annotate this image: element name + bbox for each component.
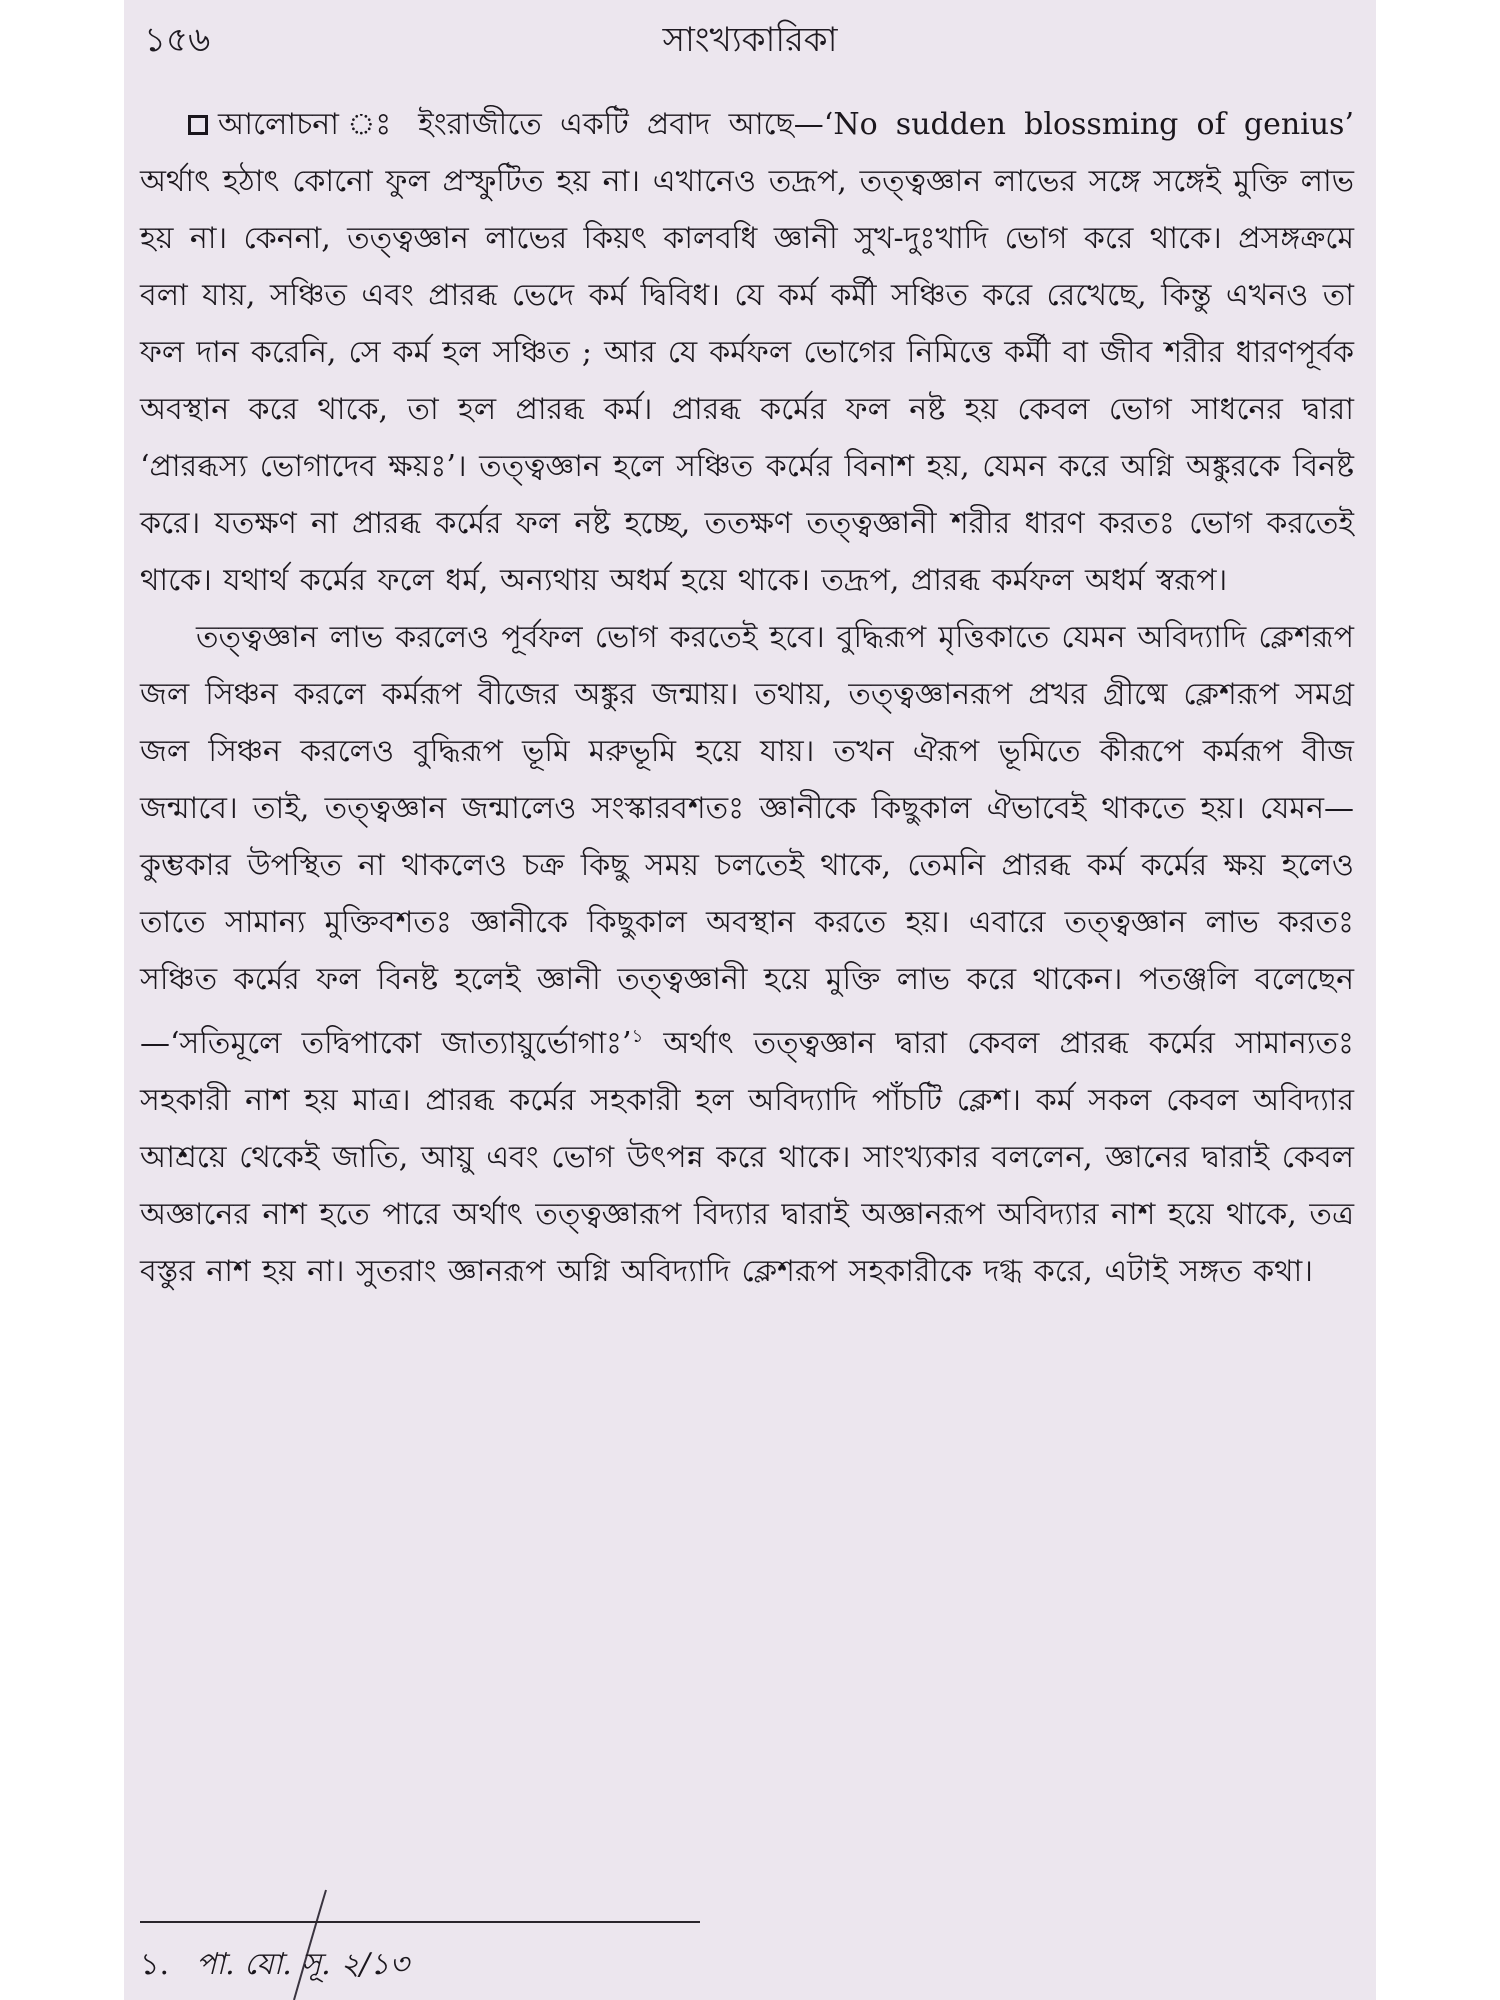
paragraph-1-text: ইংরাজীতে একটি প্রবাদ আছে—‘No sudden blossming of genius’ অর্থাৎ হঠাৎ কোনো ফুল প্রস্ফুটিত হয় না। এখানেও তদ্রূপ, তত্ত্বজ্ঞান লাভের সঙ্গে সঙ্গেই মুক্তি লাভ হয় না। কেননা, তত্ত্বজ্ঞান লাভের কিয়ৎ কালবধি জ্ঞানী সুখ-দুঃখাদি ভোগ করে থাকে। প্রসঙ্গক্রমে বলা যায়, সঞ্চিত এবং প্রারব্ধ ভেদে কর্ম দ্বিবিধ। যে কর্ম কর্মী সঞ্চিত করে রেখেছে, কিন্তু এখনও তা ফল দান করেনি, সে কর্ম হল সঞ্চিত ; আর যে কর্মফল ভোগের নিমিত্তে কর্মী বা জীব শরীর ধারণপূর্বক অবস্থান করে থাকে, তা হল প্রারব্ধ কর্ম। প্রারব্ধ কর্মের ফল নষ্ট হয় কেবল ভোগ সাধনের দ্বারা ‘প্রারব্ধস্য ভোগাদেব ক্ষয়ঃ’। তত্ত্বজ্ঞান হলে সঞ্চিত কর্মের বিনাশ হয়, যেমন করে অগ্নি অঙ্কুরকে বিনষ্ট করে। যতক্ষণ না প্রারব্ধ কর্মের ফল নষ্ট হচ্ছে, ততক্ষণ তত্ত্বজ্ঞানী শরীর ধারণ করতঃ ভোগ করতেই থাকে। যথার্থ কর্মের ফলে ধর্ম, অন্যথায় অধর্ম হয়ে থাকে। তদ্রূপ, প্রারব্ধ কর্মফল অধর্ম স্বরূপ।: [140, 107, 1354, 598]
footnote: [140, 1940, 409, 1991]
book-page: [124, 0, 1376, 2000]
footnote-number: ১.: [140, 1947, 170, 1982]
discussion-label: আলোচনা ঃ: [218, 107, 400, 142]
pen-mark-decoration: [124, 0, 1376, 2000]
footnote-reference: পা. যো. সূ. ২/১৩: [196, 1947, 409, 1982]
running-head-title: সাংখ্যকারিকা: [662, 20, 838, 60]
footnote-marker: ১: [631, 1026, 644, 1047]
paragraph-2-continuation: অর্থাৎ তত্ত্বজ্ঞান দ্বারা কেবল প্রারব্ধ কর্মের সামান্যতঃ সহকারী নাশ হয় মাত্র। প্রারব্ধ কর্মের সহকারী হল অবিদ্যাদি পাঁচটি ক্লেশ। কর্ম সকল কেবল অবিদ্যার আশ্রয়ে থেকেই জাতি, আয়ু এবং ভোগ উৎপন্ন করে থাকে। সাংখ্যকার বললেন, জ্ঞানের দ্বারাই কেবল অজ্ঞানের নাশ হতে পারে অর্থাৎ তত্ত্বজ্ঞারূপ বিদ্যার দ্বারাই অজ্ঞানরূপ অবিদ্যার নাশ হয়ে থাকে, তত্র বস্তুর নাশ হয় না। সুতরাং জ্ঞানরূপ অগ্নি অবিদ্যাদি ক্লেশরূপ সহকারীকে দগ্ধ করে, এটাই সঙ্গত কথা।: [140, 1026, 1354, 1289]
paragraph-2-text: তত্ত্বজ্ঞান লাভ করলেও পূর্বফল ভোগ করতেই হবে। বুদ্ধিরূপ মৃত্তিকাতে যেমন অবিদ্যাদি ক্লেশরূপ জল সিঞ্চন করলে কর্মরূপ বীজের অঙ্কুর জন্মায়। তথায়, তত্ত্বজ্ঞানরূপ প্রখর গ্রীষ্মে ক্লেশরূপ সমগ্র জল সিঞ্চন করলেও বুদ্ধিরূপ ভূমি মরুভূমি হয়ে যায়। তখন ঐরূপ ভূমিতে কীরূপে কর্মরূপ বীজ জন্মাবে। তাই, তত্ত্বজ্ঞান জন্মালেও সংস্কারবশতঃ জ্ঞানীকে কিছুকাল ঐভাবেই থাকতে হয়। যেমন—কুম্ভকার উপস্থিত না থাকলেও চক্র কিছু সময় চলতেই থাকে, তেমনি প্রারব্ধ কর্ম কর্মের ক্ষয় হলেও তাতে সামান্য মুক্তিবশতঃ জ্ঞানীকে কিছুকাল অবস্থান করতে হয়। এবারে তত্ত্বজ্ঞান লাভ করতঃ সঞ্চিত কর্মের ফল বিনষ্ট হলেই জ্ঞানী তত্ত্বজ্ঞানী হয়ে মুক্তি লাভ করে থাকেন। পতঞ্জলি বলেছেন—‘সতিমূলে তদ্বিপাকো জাত্যায়ুর্ভোগাঃ’: [140, 620, 1354, 1061]
footnote-divider: [140, 1921, 700, 1923]
page-number: ১৫৬: [144, 20, 211, 60]
